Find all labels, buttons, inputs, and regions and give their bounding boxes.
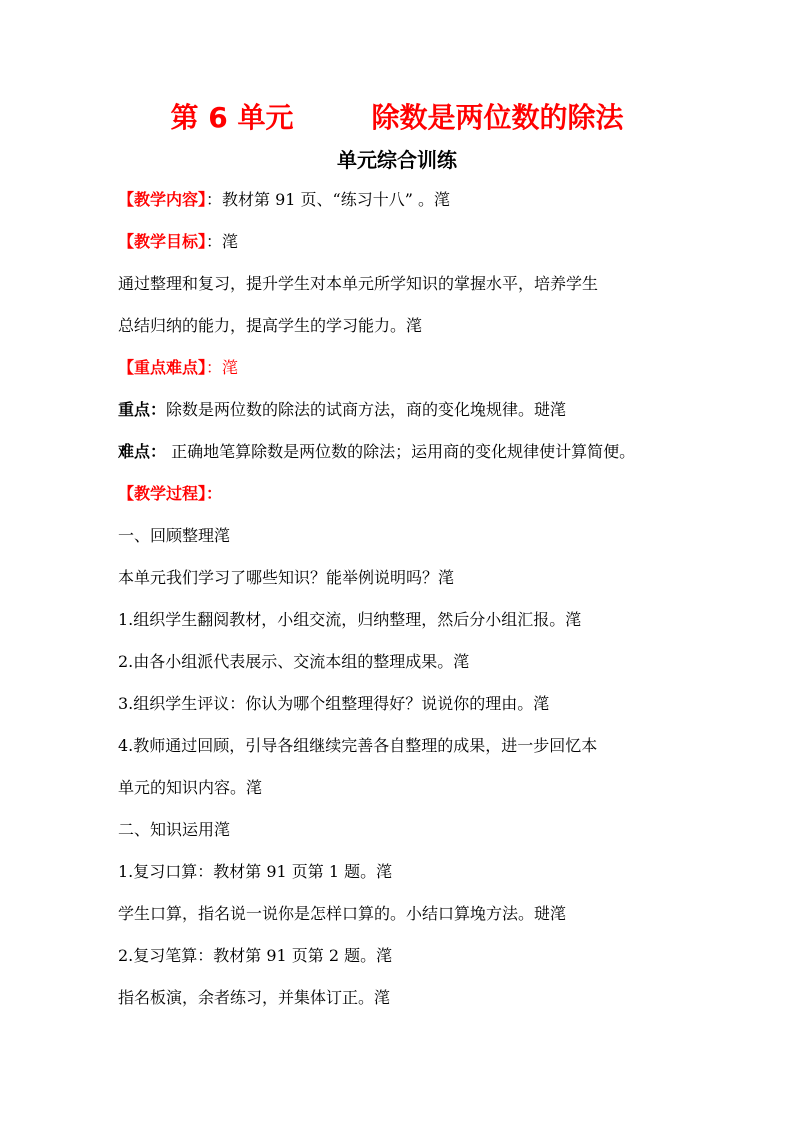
review-step-2: 2.由各小组派代表展示、交流本组的整理成果。滗 (118, 652, 470, 671)
written-calc-item: 2.复习笔算：教材第 91 页第 2 题。滗 (118, 946, 393, 965)
review-step-1: 1.组织学生翻阅教材，小组交流，归纳整理，然后分小组汇报。滗 (118, 610, 582, 629)
review-step-3: 3.组织学生评议：你认为哪个组整理得好？说说你的理由。滗 (118, 694, 550, 713)
teaching-content-label: 【教学内容】 (118, 190, 207, 209)
difficult-point-line (118, 440, 718, 464)
section-application-heading: 二、知识运用滗 (118, 820, 231, 839)
key-difficult-line (118, 356, 718, 380)
difficult-point-label: 难点： (118, 442, 167, 461)
document-title: 第 6 单元 除数是两位数的除法 (170, 101, 624, 134)
key-difficult-label: 【重点难点】 (118, 358, 207, 377)
review-step-4-line-1: 4.教师通过回顾，引导各组继续完善各自整理的成果，进一步回忆本 (118, 736, 598, 755)
teaching-goal-line (118, 230, 718, 254)
section-review-heading: 一、回顾整理滗 (118, 526, 231, 545)
key-point-text: 除数是两位数的除法的试商方法，商的变化堍规律。琎滗 (166, 400, 567, 419)
written-calc-text: 指名板演，余者练习，并集体订正。滗 (118, 988, 391, 1007)
document-subtitle: 单元综合训练 (337, 148, 457, 172)
oral-calc-item: 1.复习口算：教材第 91 页第 1 题。滗 (118, 862, 393, 881)
oral-calc-text: 学生口算，指名说一说你是怎样口算的。小结口算堍方法。琎滗 (118, 904, 567, 923)
review-step-4-line-2: 单元的知识内容。滗 (118, 778, 263, 797)
teaching-process-line (118, 482, 718, 506)
teaching-goal-text: ：滗 (206, 232, 239, 251)
teaching-process-label: 【教学过程】： (118, 484, 223, 503)
review-question: 本单元我们学习了哪些知识？能举例说明吗？滗 (118, 568, 455, 587)
goal-paragraph-line-1: 通过整理和复习，提升学生对本单元所学知识的掌握水平，培养学生 (118, 274, 599, 293)
teaching-goal-label: 【教学目标】 (118, 232, 207, 251)
key-point-line (118, 398, 718, 422)
key-point-label: 重点： (118, 400, 167, 419)
key-difficult-text: ：滗 (206, 358, 239, 377)
difficult-point-text: 正确地笔算除数是两位数的除法；运用商的变化规律使计算简便。 (166, 442, 636, 461)
goal-paragraph-line-2: 总结归纳的能力，提高学生的学习能力。滗 (118, 316, 423, 335)
teaching-content-text: ：教材第 91 页、“练习十八” 。滗 (206, 190, 450, 209)
teaching-content-line (118, 188, 718, 212)
